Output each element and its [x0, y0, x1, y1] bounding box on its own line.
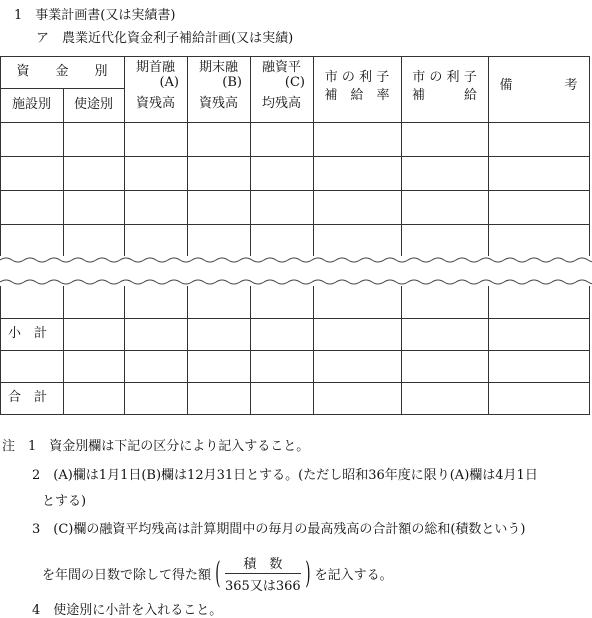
note-2-line2: とする): [42, 494, 87, 509]
row-line: [0, 224, 590, 225]
header-bottom-line: [0, 122, 590, 123]
header-closing-balance-mark: (B): [222, 75, 242, 90]
header-closing-balance: [187, 60, 250, 111]
header-by-facility: 施設別: [11, 97, 51, 112]
row-line: [0, 318, 590, 319]
table-title: ア 農業近代化資金利子補給計画(又は実績): [36, 31, 294, 46]
header-subsidy-amount-line2: 補 給: [411, 88, 477, 103]
header-remarks: 備 考: [499, 78, 578, 93]
row-line: [0, 156, 590, 157]
header-closing-balance-line1: 期末融: [198, 60, 238, 75]
section-heading: 1 事業計画書(又は実績書): [14, 8, 176, 23]
note-1: 注 1 資金別欄は下記の区分により記入すること。: [2, 439, 310, 454]
note-4: 4 使途別に小計を入れること。: [32, 603, 223, 618]
header-closing-balance-line3: 資残高: [198, 96, 238, 111]
note-3-line2: [42, 553, 393, 594]
row-label-subtotal: 小 計: [8, 326, 48, 341]
header-funding-type: 資 金 別: [16, 64, 108, 79]
row-line: [0, 190, 590, 191]
fraction-numerator: 積 数: [225, 553, 301, 574]
note-2-line1: 2 (A)欄は1月1日(B)欄は12月31日とする。(ただし昭和36年度に限り(A)欄は4月1日: [32, 468, 538, 483]
table-bottom-border: [0, 414, 590, 415]
header-average-balance-mark: (C): [284, 75, 305, 90]
header-average-balance: [250, 60, 313, 111]
row-label-total: 合 計: [8, 390, 48, 405]
row-line: [0, 350, 590, 351]
row-line: [0, 382, 590, 383]
header-opening-balance-line3: 資残高: [135, 96, 175, 111]
note-3-pre: を年間の日数で除して得た額: [42, 568, 212, 583]
header-subsidy-amount-line1: 市 の 利 子: [412, 70, 477, 85]
table-top-border: [0, 56, 590, 57]
note-3-post: を記入する。: [314, 568, 393, 583]
col-line: [589, 56, 590, 256]
header-opening-balance-line1: 期首融: [135, 60, 175, 75]
table-break-mark: [0, 253, 592, 289]
header-subsidy-rate: [313, 70, 401, 103]
col-line: [63, 88, 64, 256]
fraction-right-brace: ): [305, 555, 311, 591]
fraction: [225, 553, 301, 594]
fraction-denominator: 365又は366: [225, 579, 301, 594]
header-subsidy-rate-line1: 市 の 利 子: [324, 70, 390, 85]
header-by-use: 使途別: [73, 97, 113, 112]
header-average-balance-line3: 均残高: [261, 96, 301, 111]
header-subsidy-amount: [401, 70, 488, 103]
note-3-line1: 3 (C)欄の融資平均残高は計算期間中の毎月の最高残高の合計額の総和(積数という): [32, 522, 526, 537]
header-opening-balance: [124, 60, 187, 111]
header-opening-balance-mark: (A): [159, 75, 179, 90]
header-average-balance-line1: 融資平: [261, 60, 301, 75]
fraction-left-brace: (: [215, 555, 221, 591]
col-line: [0, 56, 1, 256]
header-subsidy-rate-line2: 補 給 率: [324, 88, 390, 103]
header-mid-line: [0, 88, 124, 89]
